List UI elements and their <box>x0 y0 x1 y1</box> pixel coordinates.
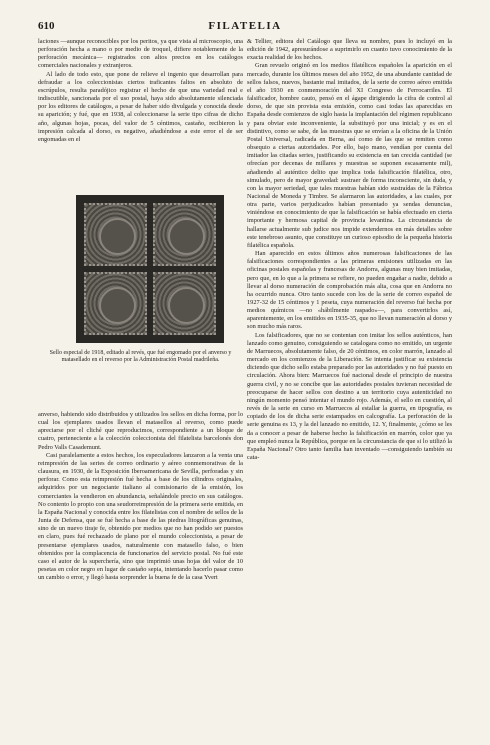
paragraph: Han aparecido en estos últimos años numerosas falsificaciones de las falsificaciones correspondientes a las primeras emisiones utilizadas en las oficinas postales españolas y francesas de Andorra, algunas muy bien imitadas, pero que, en lo que a la primera se refiere, no pueden engañar a nadie, debido a llevar al dorso numeración de comprobación más alta, cosa que en Andorra no ha ocurrido nunca. Otro tanto sucede con los de la serie de correo español de 1927-32 de 15 céntimos y 1 peseta, cuya numeración del reverso fué hecha por medios químicos —no «hábilmente raspado»—, para convertirlos así, aparentemente, en los emitidos en 1935-35, que no llevan numeración al dorso y son mucho más raros. <box>247 250 452 331</box>
stamp-image <box>84 203 147 266</box>
paragraph: laciones —aunque reconocibles por los peritos, ya que vista al microscopio, una perforación hecha a mano o por medio de troquel, difiere notablemente de la perforación mecánica— registrados con altos precios en los catálogos comerciales nacionales y extranjeros. <box>38 38 243 70</box>
right-column <box>247 38 452 462</box>
paragraph: Los falsificadores, que no se contentan con imitar los sellos auténticos, han lanzado como genuino, consiguiendo se catalogara como no emitido, un urgente de Marruecos, absolutamente falso, de 20 céntimos, en color marrón, lanzado al mercado en los comienzos de la Liberación. Se intenta justificar su existencia diciendo que dicho sello estaba preparado por las autoridades y no fué puesto en circulación. Ahora bien: Marruecos fué nacional desde el principio de nuestra guerra civil, y no se concibe que las autoridades postales tuvieran necesidad de preocuparse de hacer sellos con destino a un territorio cuya autenticidad no ningún momento pensó intentar el mundo rojo. Además, el sello en cuestión, al revés de la serie en curso en Marruecos al estallar la guerra, en tipografía, es copiado de los de dicha serie estampados en calcografía. La perforación de la serie genuina es 13, y la del lanzado no emitido, 12. Y, finalmente, ¿cómo se les da a conocer a pesar de haberse hecho la falsificación en marrón, color que ya que empleó nunca la República, porque en la circunstancia de que si lo utilizó la España Nacional? Otro tanto familia han inventado —consiguiendo también su cata- <box>247 331 452 461</box>
left-column-top <box>38 38 243 144</box>
page-header <box>38 20 452 34</box>
stamp-image <box>153 272 216 335</box>
page-number: 610 <box>38 20 55 32</box>
paragraph: Gran revuelo originó en los medios filatélicos españoles la aparición en el mercado, durante los últimos meses del año 1952, de una abundante cantidad de sellos falsos, nuevos, bastante mal imitados, de la serie de correo aéreo emitida el año 1930 en conmemoración del XI Congreso de Ferrocarriles. El falsificador, hombre cauto, pensó en el ágape dirigiendo la cifra de control al dorso, de que sin provista esta emisión, como casi todas las aparecidas en España desde comienzos de siglo hasta la implantación del régimen republicano y para obviar este inconveniente, la substituyó por una inicial; y es en el distintivo, como se sabe, de las muestras que se envían a la oficina de la Unión Postal Universal, radicada en Berna, así como de las que se remiten como obsequio a ciertas autoridades. Por ello, bajo mano, vendían por cuenta del imitador las citadas series, justificando su existencia en tan crecida cantidad (se ofrecían por decenas de millares y muestras se suponen escasamente mil), añadiendo al auténtico delito que implica toda falsificación filatélica, otro, simulado, pero de mayor gravedad: sustraer de forma inconsciente, sin duda, y con la mayor seriedad, que tales muestras habían sido sustraídas de la Fábrica Nacional de Moneda y Timbre. Se alarmaron las autoridades, a las cuales, por otra parte, varios perjudicados habían presentado ya sendas denuncias, viniéndose en conocimiento de que la falsificación se había efectuado en cierta importante y hermosa capital de provincia levantina. La circunstancia de hallarse actualmente sub judice nos impide extendernos en más detalles sobre este tenebroso asunto, que constituye un curioso episodio de la pequeña historia filatélica española. <box>247 62 452 249</box>
stamp-block-photo <box>76 195 224 343</box>
figure-caption: Sello especial de 1918, editado al revés, que fué engomado por el anverso y matasellado en el reverso por la Administración Postal madrileña. <box>49 350 232 364</box>
left-column-bottom <box>38 411 243 582</box>
stamp-image <box>153 203 216 266</box>
running-title: FILATELIA <box>208 20 282 32</box>
stamp-image <box>84 272 147 335</box>
paragraph: Al lado de todo esto, que pone de relieve el ingenio que desarrollan para defraudar a los coleccionistas ciertos traficantes faltos en absoluto de escrúpulos, resulta paradójico registrar el hecho de que una variedad real e indiscutible, sancionada por el uso postal, haya sido absolutamente silenciada por los editores de catálogos, a pesar de haber sido divulgada y conocida desde su aparición; y fué, que en 1938, al coleccionarse la serie tipo cifras de dicho año, algunas hojas, pocas, del valor de 5 céntimos, castaño, recibieron la impresión calcada al dorso, es negativo, añadiéndose a este error el de ser engomadas en el <box>38 70 243 143</box>
paragraph: & Tellier, editora del Catálogo que lleva su nombre, pues lo incluyó en la edición de 1942, apresurándose a suprimirlo en cuanto tuvo conocimiento de la exacta realidad de los hechos. <box>247 38 452 62</box>
paragraph: Casi paralelamente a estos hechos, los especuladores lanzaron a la venta una reimpresión de las series de correo ordinario y aéreo conmemorativas de la clausura, en 1930, de la Exposición Iberoamericana de Sevilla, perforadas y sin perforar. Como esta reimpresión fué hecha a base de los cilindros originales, adquiridos por un negociante italiano al comisionario de la emisión, los comerciantes la vendieron en abundancia, señalándole precio en sus catálogos. No contento lo propio con una seudorreimpresión de la primera serie emitida, en la España Nacional y conocida entre los filatelistas con el nombre de sellos de la Junta de Defensa, que se fué hecha a base de las piedras litográficas genuinas, sino de un nuevo tiraje fe, obtenido por medios que no han podido ser puestos en claro, pues fué rechazado de plano por el mundo coleccionista, a pesar de presentarse ejemplares usados, naturalmente con matasello falso, o bien obtenidos por la complacencia de funcionarios del servicio postal. No fué este caso el autor de la superchería, sino que imprimió unas hojas del valor de 10 pesetas en color negro en lugar de castaño sepia, intentando hacerlo pasar como un cambio o error, y llegó hasta sorprender la buena fe de la casa Yvert <box>38 451 243 582</box>
paragraph: anverso, habiendo sido distribuidos y utilizados los sellos en dicha forma, por lo cual los ejemplares usados llevan el matasellos al reverso, como puede apreciarse por el cliché que reproducimos, correspondiente a un bloque de cuatro, perteneciente a la colección coleccionista del filatelista barcelonés don Pedro Valls Casademunt. <box>38 411 243 451</box>
